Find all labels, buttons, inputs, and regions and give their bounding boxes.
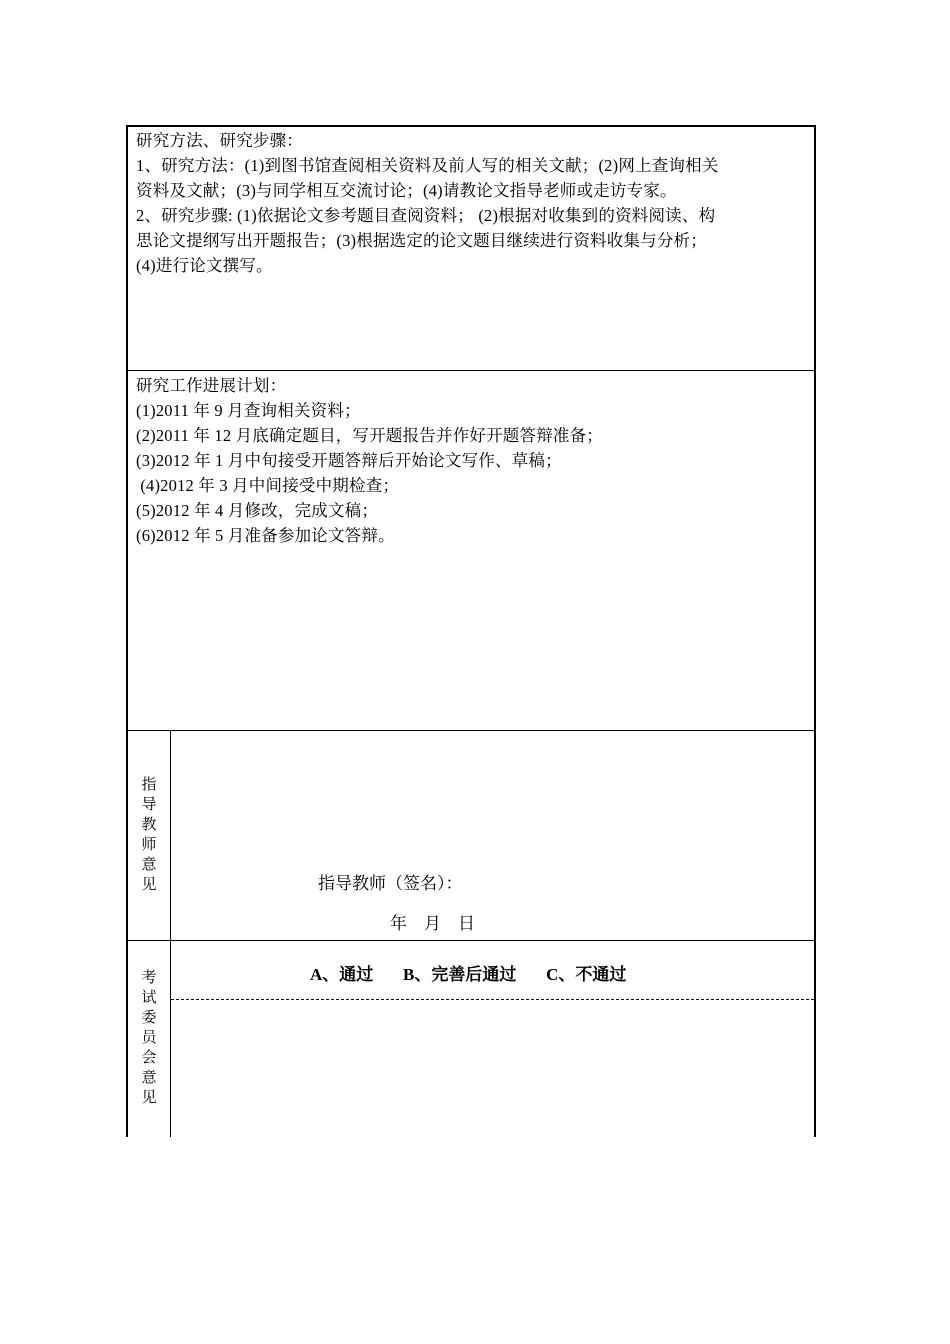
plan-heading: 研究工作进展计划：: [136, 376, 287, 395]
plan-item: (4)2012 年 3 月中间接受中期检查；: [136, 476, 400, 495]
plan-section: [136, 373, 808, 548]
methods-line: 思论文提纲写出开题报告；(3)根据选定的论文题目继续进行资料收集与分析；: [136, 231, 707, 250]
frame-top-border: [126, 125, 816, 127]
methods-line: 2、研究步骤: (1)依据论文参考题目查阅资料； (2)根据对收集到的资料阅读、构: [136, 206, 716, 225]
plan-item: (5)2012 年 4 月修改，完成文稿；: [136, 501, 379, 520]
divider-2: [126, 730, 816, 731]
methods-heading: 研究方法、研究步骤：: [136, 131, 303, 150]
methods-section: [136, 128, 808, 278]
committee-opinion-label: 考 试 委 员 会 意 见: [141, 970, 157, 1106]
plan-item: (3)2012 年 1 月中旬接受开题答辩后开始论文写作、草稿；: [136, 451, 562, 470]
committee-decision-options: A、通过 B、完善后通过 C、不通过: [310, 965, 627, 984]
dashed-separator: [171, 999, 814, 1000]
advisor-opinion-label: 指 导 教 师 意 见: [141, 777, 157, 893]
divider-1: [126, 370, 816, 371]
advisor-signature-label: 指导教师（签名）：: [318, 874, 463, 893]
plan-item: (2)2011 年 12 月底确定题目，写开题报告并作好开题答辩准备；: [136, 426, 604, 445]
advisor-date-label: 年 月 日: [390, 914, 475, 933]
methods-line: (4)进行论文撰写。: [136, 256, 273, 275]
frame-right-border: [814, 125, 816, 1137]
plan-item: (1)2011 年 9 月查询相关资料；: [136, 401, 361, 420]
divider-3: [126, 940, 816, 941]
plan-item: (6)2012 年 5 月准备参加论文答辩。: [136, 526, 395, 545]
methods-line: 1、研究方法：(1)到图书馆查阅相关资料及前人写的相关文献；(2)网上查询相关: [136, 156, 719, 175]
methods-line: 资料及文献；(3)与同学相互交流讨论；(4)请教论文指导老师或走访专家。: [136, 181, 677, 200]
